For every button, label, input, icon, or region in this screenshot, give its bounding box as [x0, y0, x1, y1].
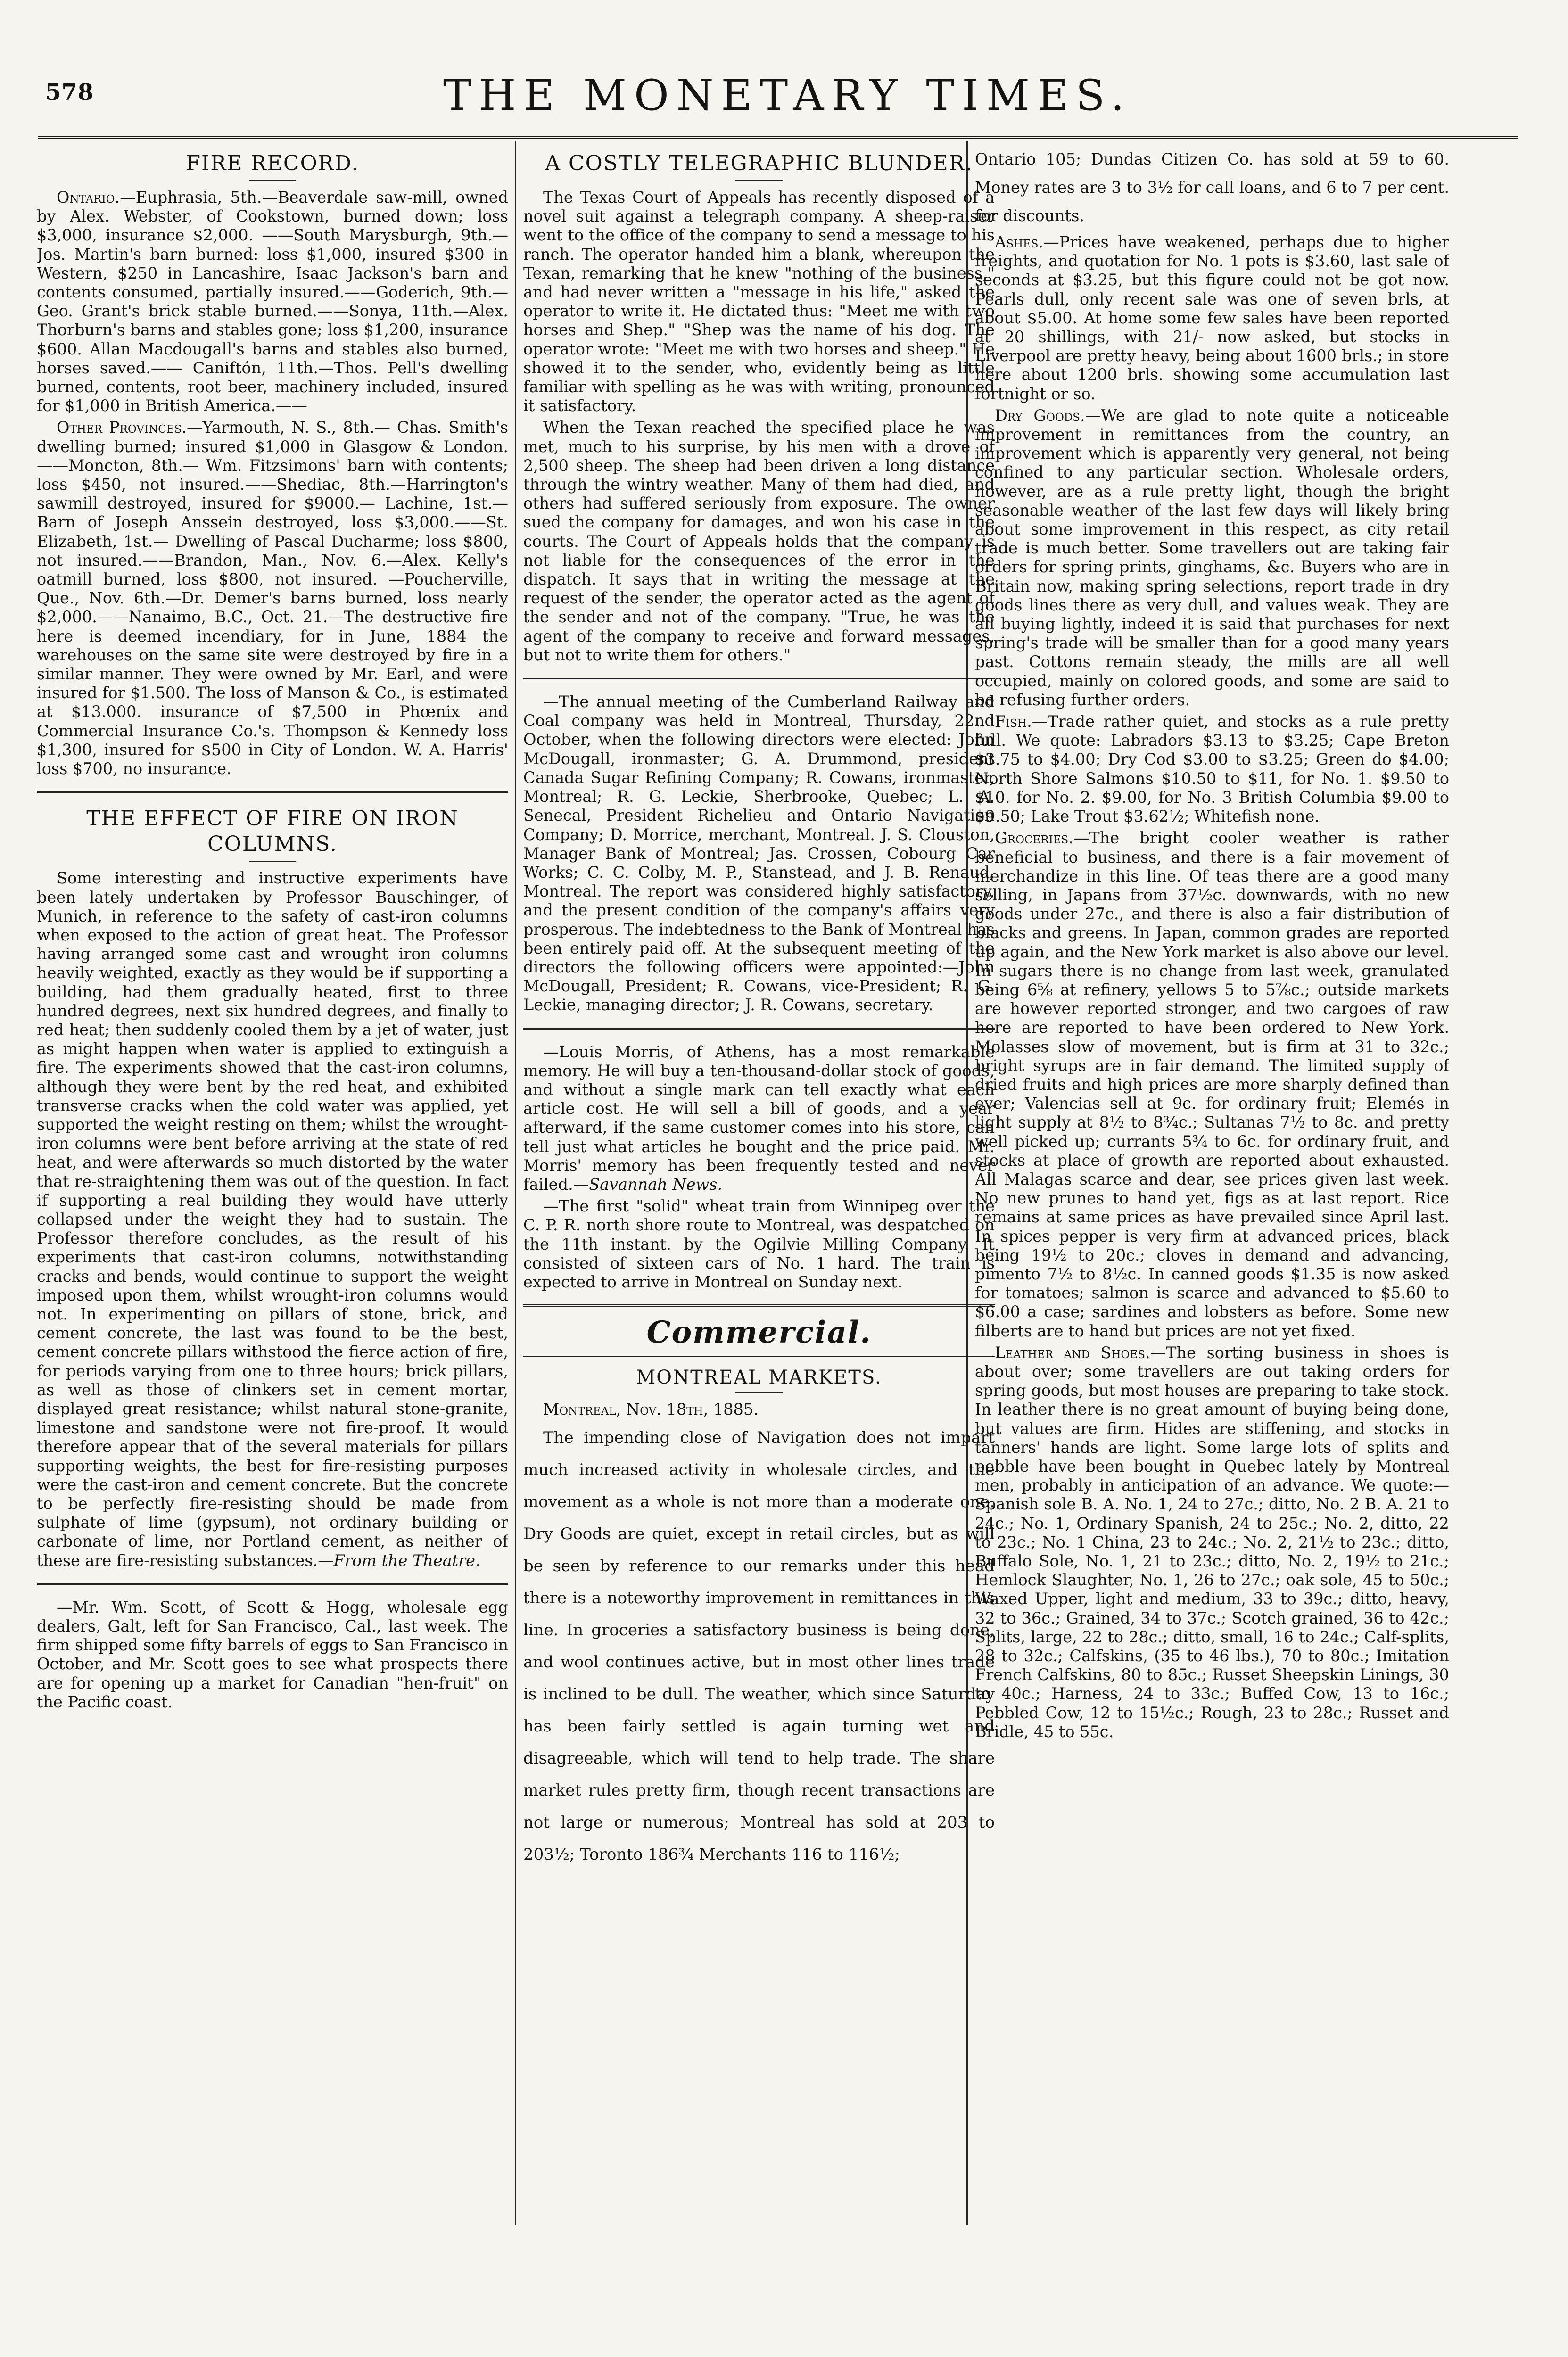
section-rule [37, 791, 508, 793]
fish-para [975, 712, 1449, 826]
leather-text: —The sorting business in shoes is about over; some travellers are out taking orders for spring goods, but most houses are preparing to take stock. In leather there is no great amount of buying being done, but values are firm. Hides are stiffening, and stocks in tanners' hands are light. Some large lots of splits and pebble have been bought in Quebec lately by Montreal men, probably in anticipation of an advance. We quote:—Spanish sole B. A. No. 1, 24 to 27c.; ditto, No. 2 B. A. 21 to 24c.; No. 1, Ordinary Spanish, 24 to 25c.; No. 2, ditto, 22 to 23c.; No. 1 China, 23 to 24c.; No. 2, 21½ to 23c.; ditto, Buffalo Sole, No. 1, 21 to 23c.; ditto, No. 2, 19½ to 21c.; Hemlock Slaughter, No. 1, 26 to 27c.; oak sole, 45 to 50c.; Waxed Upper, light and medium, 33 to 39c.; ditto, heavy, 32 to 36c.; Grained, 34 to 37c.; Scotch grained, 36 to 42c.; Splits, large, 22 to 28c.; ditto, small, 16 to 24c.; Calf-splits, 28 to 32c.; Calfskins, (35 to 46 lbs.), 70 to 80c.; Imitation French Calfskins, 80 to 85c.; Russet Sheepskin Linings, 30 to 40c.; Harness, 24 to 33c.; Buffed Cow, 13 to 16c.; Pebbled Cow, 12 to 15½c.; Rough, 23 to 28c.; Russet and Bridle, 45 to 55c. [975, 1343, 1449, 1741]
dry-goods-lead: Dry Goods. [995, 406, 1085, 425]
morris-text: —Louis Morris, of Athens, has a most remarkable memory. He will buy a ten-thousand-dollar stock of goods, and without a single mark can tell exactly what each article cost. He will sell a bill of goods, and a year afterward, if the same customer comes into his store, can tell just what articles he bought and the price paid. Mr. Morris' memory has been frequently tested and never failed. [523, 1042, 995, 1194]
ontario-text: —Euphrasia, 5th.—Beaverdale saw-mill, owned by Alex. Webster, of Cookstown, burned down; loss $3,000, insurance $2,000. ——South Marysburgh, 9th.—Jos. Martin's barn burned: loss $1,000, insured $300 in Western, $250 in Lancashire, Isaac Jackson's barn and contents consumed, partially insured.——Goderich, 9th.—Geo. Grant's brick stable burned.——Sonya, 11th.—Alex. Thorburn's barns and stables gone; loss $1,200, insurance $600. Allan Macdougall's barns and stables also burned, horses saved.—— Caniftón, 11th.—Thos. Pell's dwelling burned, contents, root beer, machinery included, insured for $1,000 in British America.—— [37, 188, 508, 415]
ashes-lead: Ashes. [995, 233, 1044, 251]
page-number: 578 [45, 79, 94, 106]
blunder-p1: The Texas Court of Appeals has recently disposed of a novel suit against a telegraph company. A sheep-raiser went to the office of the company to send a message to his ranch. The operator handed him a blank, whereupon the Texan, remarking that he knew "nothing of the business," and had never written a "message in his life," asked the operator to write it. He dictated thus: "Meet me with two horses and Shep." "Shep was the name of his dog. The operator wrote: "Meet me with two horses and sheep." He showed it to the sender, who, evidently being as little familiar with spelling as he was with writing, pronounced it satisfactory. [523, 188, 995, 415]
section-rule [37, 1583, 508, 1585]
other-provinces-lead: Other Provinces. [57, 418, 187, 437]
commercial-banner: Commercial. [646, 1315, 872, 1351]
iron-columns-source: —From the Theatre. [318, 1551, 480, 1570]
fish-lead: Fish. [995, 712, 1032, 731]
morris-source: —Savannah News. [573, 1175, 723, 1194]
iron-columns-text: Some interesting and instructive experiments have been lately undertaken by Professor Bauschinger, of Munich, in reference to the safety of cast-iron columns when exposed to the action of great heat. The Professor having arranged some cast and wrought iron columns heavily weighted, exactly as they would be if supporting a building, had them gradually heated, first to three hundred degrees, next six hundred degrees, and finally to red heat; then suddenly cooled them by a jet of water, just as might happen when water is applied to extinguish a fire. The experiments showed that the cast-iron columns, although they were bent by the red heat, and exhibited transverse cracks when the cold water was applied, yet supported the weight resting on them; whilst the wrought-iron columns were bent before arriving at the state of red heat, and were afterwards so much distorted by the water that re-straightening them was out of the question. In fact if supporting a real building they would have utterly collapsed under the weight they had to sustain. The Professor therefore concludes, as the result of his experiments that cast-iron columns, notwithstanding cracks and bends, would continue to support the weight imposed upon them, whilst wrought-iron columns would not. In experimenting on pillars of stone, brick, and cement concrete, the last was found to be the best, cement concrete pillars withstood the fierce action of fire, for periods varying from one to three hours; brick pillars, as well as those of clinkers set in cement mortar, displayed great resistance; whilst natural stone-granite, limestone and sandstone were not fire-proof. It would therefore appear that of the several materials for pillars supporting weights, the best for fire-resisting purposes were the cast-iron and cement concrete. But the concrete to be perfectly fire-resisting should be made from sulphate of lime (gypsum), not ordinary building or carbonate of lime, nor Portland cement, as neither of these are fire-resisting substances. [37, 869, 508, 1570]
share-market-cont: Ontario 105; Dundas Citizen Co. has sold at 59 to 60. Money rates are 3 to 3½ for call loans, and 6 to 7 per cent. for discounts. [975, 150, 1449, 225]
groceries-text: —The bright cooler weather is rather beneficial to business, and there is a fair movement of merchandize in this line. Of teas there are a good many selling, in Japans from 37½c. downwards, with no new goods under 27c., and there is also a fair distribution of blacks and greens. In Japan, common grades are reported up again, and the New York market is also above our level. In sugars there is no change from last week, granulated being 6⅝ at refinery, yellows 5 to 5⅞c.; outside markets are however reported stronger, and two cargoes of raw here are reported to have been ordered to New York. Molasses slow of movement, but is firm at 31 to 32c.; bright syrups are in fair demand. The limited supply of dried fruits and high prices are more sharply defined than ever; Valencias sell at 9c. for ordinary fruit; Elemés in light supply at 8½ to 8¾c.; Sultanas 7½ to 8c. and pretty well picked up; currants 5¾ to 6c. for ordinary fruit, and stocks at place of growth are reported about exhausted. All Malagas scarce and dear, see prices given last week. No new prunes to hand yet, figs as at last report. Rice remains at same prices as have prevailed since April last. In spices pepper is very firm at advanced prices, black being 19½ to 20c.; cloves in demand and advancing, pimento 7½ to 8½c. In canned goods $1.35 is now asked for tomatoes; salmon is scarce and advanced to $5.60 to $6.00 a case; sardines and lobsters as before. Some new filberts are to hand but prices are not yet fixed. [975, 829, 1449, 1340]
column-left [37, 145, 508, 2314]
wheat-note: —The first "solid" wheat train from Winnipeg over the C. P. R. north shore route to Montreal, was despatched on the 11th instant. by the Ogilvie Milling Company. It consisted of sixteen cars of No. 1 hard. The train is expected to arrive in Montreal on Sunday next. [523, 1197, 995, 1291]
ontario-lead: Ontario. [57, 188, 120, 206]
column-middle [523, 145, 995, 2332]
column-right [975, 145, 1449, 2332]
heading-rule [249, 861, 296, 862]
fish-text: —Trade rather quiet, and stocks as a rule pretty full. We quote: Labradors $3.13 to $3.25; Cape Breton $3.75 to $4.00; Dry Cod $3.00 to $3.25; Green do $4.00; North Shore Salmons $10.50 to $11, for No. 1. $9.50 to $10. for No. 2. $9.00, for No. 3 British Columbia $9.00 to $9.50; Lake Trout $3.62½; Whitefish none. [975, 712, 1449, 826]
morris-note [523, 1043, 995, 1195]
dry-goods-text: —We are glad to note quite a noticeable improvement in remittances from the country, an improvement which is apparently very general, not being confined to any particular section. Wholesale orders, however, are as a rule pretty light, though the bright seasonable weather of the last few days will likely bring about some improvement in this respect, as city retail trade is much better. Some travellers out are taking fair orders for spring prints, ginghams, &c. Buyers who are in Britain now, making spring selections, report trade in dry goods lines there as very dull, and values weak. They are all buying lightly, indeed it is said that purchases for next spring's trade will be smaller than for a good many years past. Cottons remain steady, the mills are all well occupied, mainly on colored goods, and some are said to be refusing further orders. [975, 406, 1449, 709]
masthead-title: THE MONETARY TIMES. [443, 71, 1132, 120]
fire-record-other [37, 418, 508, 778]
blunder-p2: When the Texan reached the specified place he was met, much to his surprise, by his men with a drove of 2,500 sheep. The sheep had been driven a long distance through the wintry weather. Many of them had died, and others had suffered seriously from exposure. The owner sued the company for damages, and won his case in the courts. The Court of Appeals holds that the company is not liable for the consequences of the error in the dispatch. It says that in writing the message at the request of the sender, the operator acted as the agent of the sender and not of the company. "True, he was the agent of the company to receive and forward messages, but not to write them for others." [523, 418, 995, 664]
markets-body: The impending close of Navigation does not impart much increased activity in wholesale circles, and the movement as a whole is not more than a moderate one. Dry Goods are quiet, except in retail circles, but as will be seen by reference to our remarks under this head there is a noteworthy improvement in remittances in this line. In groceries a satisfactory business is being done, and wool continues active, but in most other lines trade is inclined to be dull. The weather, which since Saturday has been fairly settled is again turning wet and disagreeable, which will tend to help trade. The share market rules pretty firm, though recent transactions are not large or numerous; Montreal has sold at 203 to 203½; Toronto 186¾ Merchants 116 to 116½; [523, 1428, 995, 1864]
groceries-para [975, 829, 1449, 1340]
dry-goods-para [975, 406, 1449, 709]
leather-para [975, 1343, 1449, 1741]
ashes-text: —Prices have weakened, perhaps due to higher freights, and quotation for No. 1 pots is $3.60, last sale of seconds at $3.25, but this figure could not be got now. Pearls dull, only recent sale was one of seven brls, at about $5.00. At home some few sales have been reported at 20 shillings, with 21/- now asked, but stocks in Liverpool are pretty heavy, being about 1600 brls.; in store here about 1200 brls. showing some accumulation last fortnight or so. [975, 233, 1449, 403]
iron-columns-body [37, 869, 508, 1570]
fire-record-ontario [37, 188, 508, 415]
scott-note: —Mr. Wm. Scott, of Scott & Hogg, wholesale egg dealers, Galt, left for San Francisco, Cal., last week. The firm shipped some fifty barrels of eggs to San Francisco in October, and Mr. Scott goes to see what prospects there are for opening up a market for Canadian "hen-fruit" on the Pacific coast. [37, 1598, 508, 1711]
heading-rule [249, 180, 296, 181]
markets-heading: MONTREAL MARKETS. [636, 1367, 882, 1389]
ashes-para [975, 233, 1449, 404]
leather-lead: Leather and Shoes. [995, 1343, 1150, 1362]
cumberland-note: —The annual meeting of the Cumberland Railway and Coal company was held in Montreal, Thursday, 22nd October, when the following directors were elected: John McDougall, ironmaster; G. A. Drummond, president Canada Sugar Refining Company; R. Cowans, ironmaster, Montreal; R. G. Leckie, Sherbrooke, Quebec; L. A. Senecal, President Richelieu and Ontario Navigation Company; D. Morrice, merchant, Montreal. J. S. Clouston, Manager Bank of Montreal; Jas. Crossen, Cobourg Car Works; C. C. Colby, M. P., Stanstead, and J. B. Renaud, Montreal. The report was considered highly satisfactory, and the present condition of the company's affairs very prosperous. The indebtedness to the Bank of Montreal has been entirely paid off. At the subsequent meeting of the directors the following officers were appointed:—John McDougall, President; R. Cowans, vice-President; R. G. Leckie, managing director; J. R. Cowans, secretary. [523, 692, 995, 1014]
masthead-rule [38, 136, 1518, 139]
heading-rule [735, 180, 783, 181]
commercial-rule [523, 1304, 995, 1307]
heading-rule [735, 1392, 783, 1393]
fire-record-heading: FIRE RECORD. [186, 151, 359, 175]
section-rule [523, 1028, 995, 1030]
section-rule [523, 1356, 995, 1357]
section-rule [523, 678, 995, 679]
blunder-heading: A COSTLY TELEGRAPHIC BLUNDER. [545, 151, 973, 175]
iron-columns-heading: THE EFFECT OF FIRE ON IRON COLUMNS. [86, 807, 459, 857]
groceries-lead: Groceries. [995, 829, 1073, 848]
column-divider [515, 141, 516, 2225]
markets-dateline: Montreal, Nov. 18th, 1885. [543, 1400, 759, 1419]
other-provinces-text: —Yarmouth, N. S., 8th.— Chas. Smith's dwelling burned; insured $1,000 in Glasgow & London.——Moncton, 8th.— Wm. Fitzsimons' barn with contents; loss $450, not insured.——Shediac, 8th.—Harrington's sawmill destroyed, insured for $9000.— Lachine, 1st.—Barn of Joseph Anssein destroyed, loss $3,000.——St. Elizabeth, 1st.— Dwelling of Pascal Ducharme; loss $800, not insured.——Brandon, Man., Nov. 6.—Alex. Kelly's oatmill burned, loss $800, not insured. —Poucherville, Que., Nov. 6th.—Dr. Demer's barns burned, loss nearly $2,000.——Nanaimo, B.C., Oct. 21.—The destructive fire here is deemed incendiary, for in June, 1884 the warehouses on the same site were destroyed by fire in a similar manner. They were owned by Mr. Earl, and were insured for $1.500. The loss of Manson & Co., is estimated at $13.000. insurance of $7,500 in Phœnix and Commercial Insurance Co.'s. Thompson & Kennedy loss $1,300, insured for $500 in City of London. W. A. Harris' loss $700, no insurance. [37, 418, 508, 778]
